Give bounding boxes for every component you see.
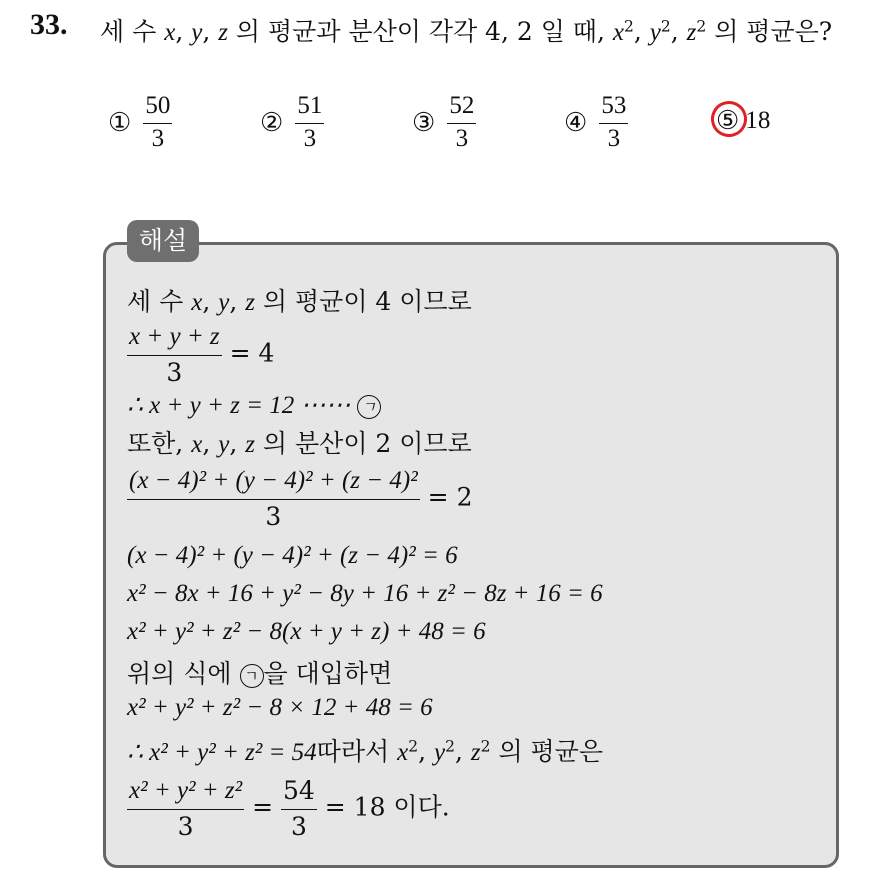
explanation-line-5: $\frac{\text{(x − 4)² + (y − 4)² + (z − 4)²}}{3}$ = 2 bbox=[129, 467, 473, 531]
explanation-line-1: 세 수 x, y, z 의 평균이 4 이므로 bbox=[127, 287, 472, 316]
fraction-54-3: $\frac{54}{3}$ bbox=[283, 776, 315, 841]
choice-mark: ④ bbox=[564, 107, 588, 138]
question-mid: 의 평균과 분산이 각각 4, 2 일 때, bbox=[235, 17, 605, 46]
choice-fraction: $\frac{52}{3}$ bbox=[449, 92, 475, 152]
explanation-line-4: 또한, x, y, z 의 분산이 2 이므로 bbox=[127, 429, 472, 458]
choice-1[interactable] bbox=[108, 92, 172, 154]
fraction-square-mean: $\frac{\text{x² + y² + z²}}{3}$ bbox=[129, 777, 243, 841]
choice-fraction: $\frac{53}{3}$ bbox=[601, 92, 627, 152]
explanation-line-12: $\frac{\text{x² + y² + z²}}{3}$ = $\frac{54}{3}$ = 18 이다. bbox=[129, 776, 450, 841]
choice-mark: ③ bbox=[412, 107, 436, 138]
question-number: 33. bbox=[30, 8, 68, 41]
choice-4[interactable] bbox=[564, 92, 628, 154]
choice-5[interactable] bbox=[716, 106, 770, 136]
explanation-line-7: x² − 8x + 16 + y² − 8y + 16 + z² − 8z + 16 = 6 bbox=[127, 580, 603, 607]
explanation-line-8: x² + y² + z² − 8(x + y + z) + 48 = 6 bbox=[127, 618, 486, 645]
fraction-variance: $\frac{\text{(x − 4)² + (y − 4)² + (z − 4)²}}{3}$ bbox=[129, 467, 418, 531]
circle-label-giyeok: ㄱ bbox=[357, 395, 381, 419]
explanation-line-9: 위의 식에 ㄱ 을 대입하면 bbox=[127, 659, 393, 688]
explanation-tag: 해설 bbox=[127, 220, 199, 262]
choice-value: 18 bbox=[745, 107, 771, 134]
choice-fraction: $\frac{50}{3}$ bbox=[145, 92, 171, 152]
question-suffix: 의 평균은? bbox=[714, 17, 833, 46]
choice-2[interactable] bbox=[260, 92, 324, 154]
choice-mark: ② bbox=[260, 107, 284, 138]
choice-mark: ① bbox=[108, 107, 132, 138]
fraction-mean: $\frac{x + y + z}{3}$ bbox=[129, 323, 220, 387]
explanation-line-11: ∴ x² + y² + z² = 54따라서 $x^2$, $y^2$, $z^2$ 의 평균은 bbox=[127, 737, 603, 766]
choice-mark: ⑤ bbox=[716, 106, 739, 136]
explanation-line-3: ∴ x + y + z = 12 ⋯⋯ ㄱ bbox=[127, 390, 381, 420]
circle-label-giyeok: ㄱ bbox=[240, 664, 264, 688]
question-prefix: 세 수 bbox=[100, 17, 157, 46]
explanation-line-2: $\frac{x + y + z}{3}$ = 4 bbox=[129, 323, 275, 387]
choice-3[interactable] bbox=[412, 92, 476, 154]
explanation-line-6: (x − 4)² + (y − 4)² + (z − 4)² = 6 bbox=[127, 542, 458, 569]
explanation-line-10: x² + y² + z² − 8 × 12 + 48 = 6 bbox=[127, 694, 433, 721]
question-text: 세 수 x, y, z 의 평균과 분산이 각각 4, 2 일 때, $x^2$, $y^2$, $z^2$ 의 평균은? bbox=[100, 17, 833, 46]
choice-fraction: $\frac{51}{3}$ bbox=[297, 92, 323, 152]
